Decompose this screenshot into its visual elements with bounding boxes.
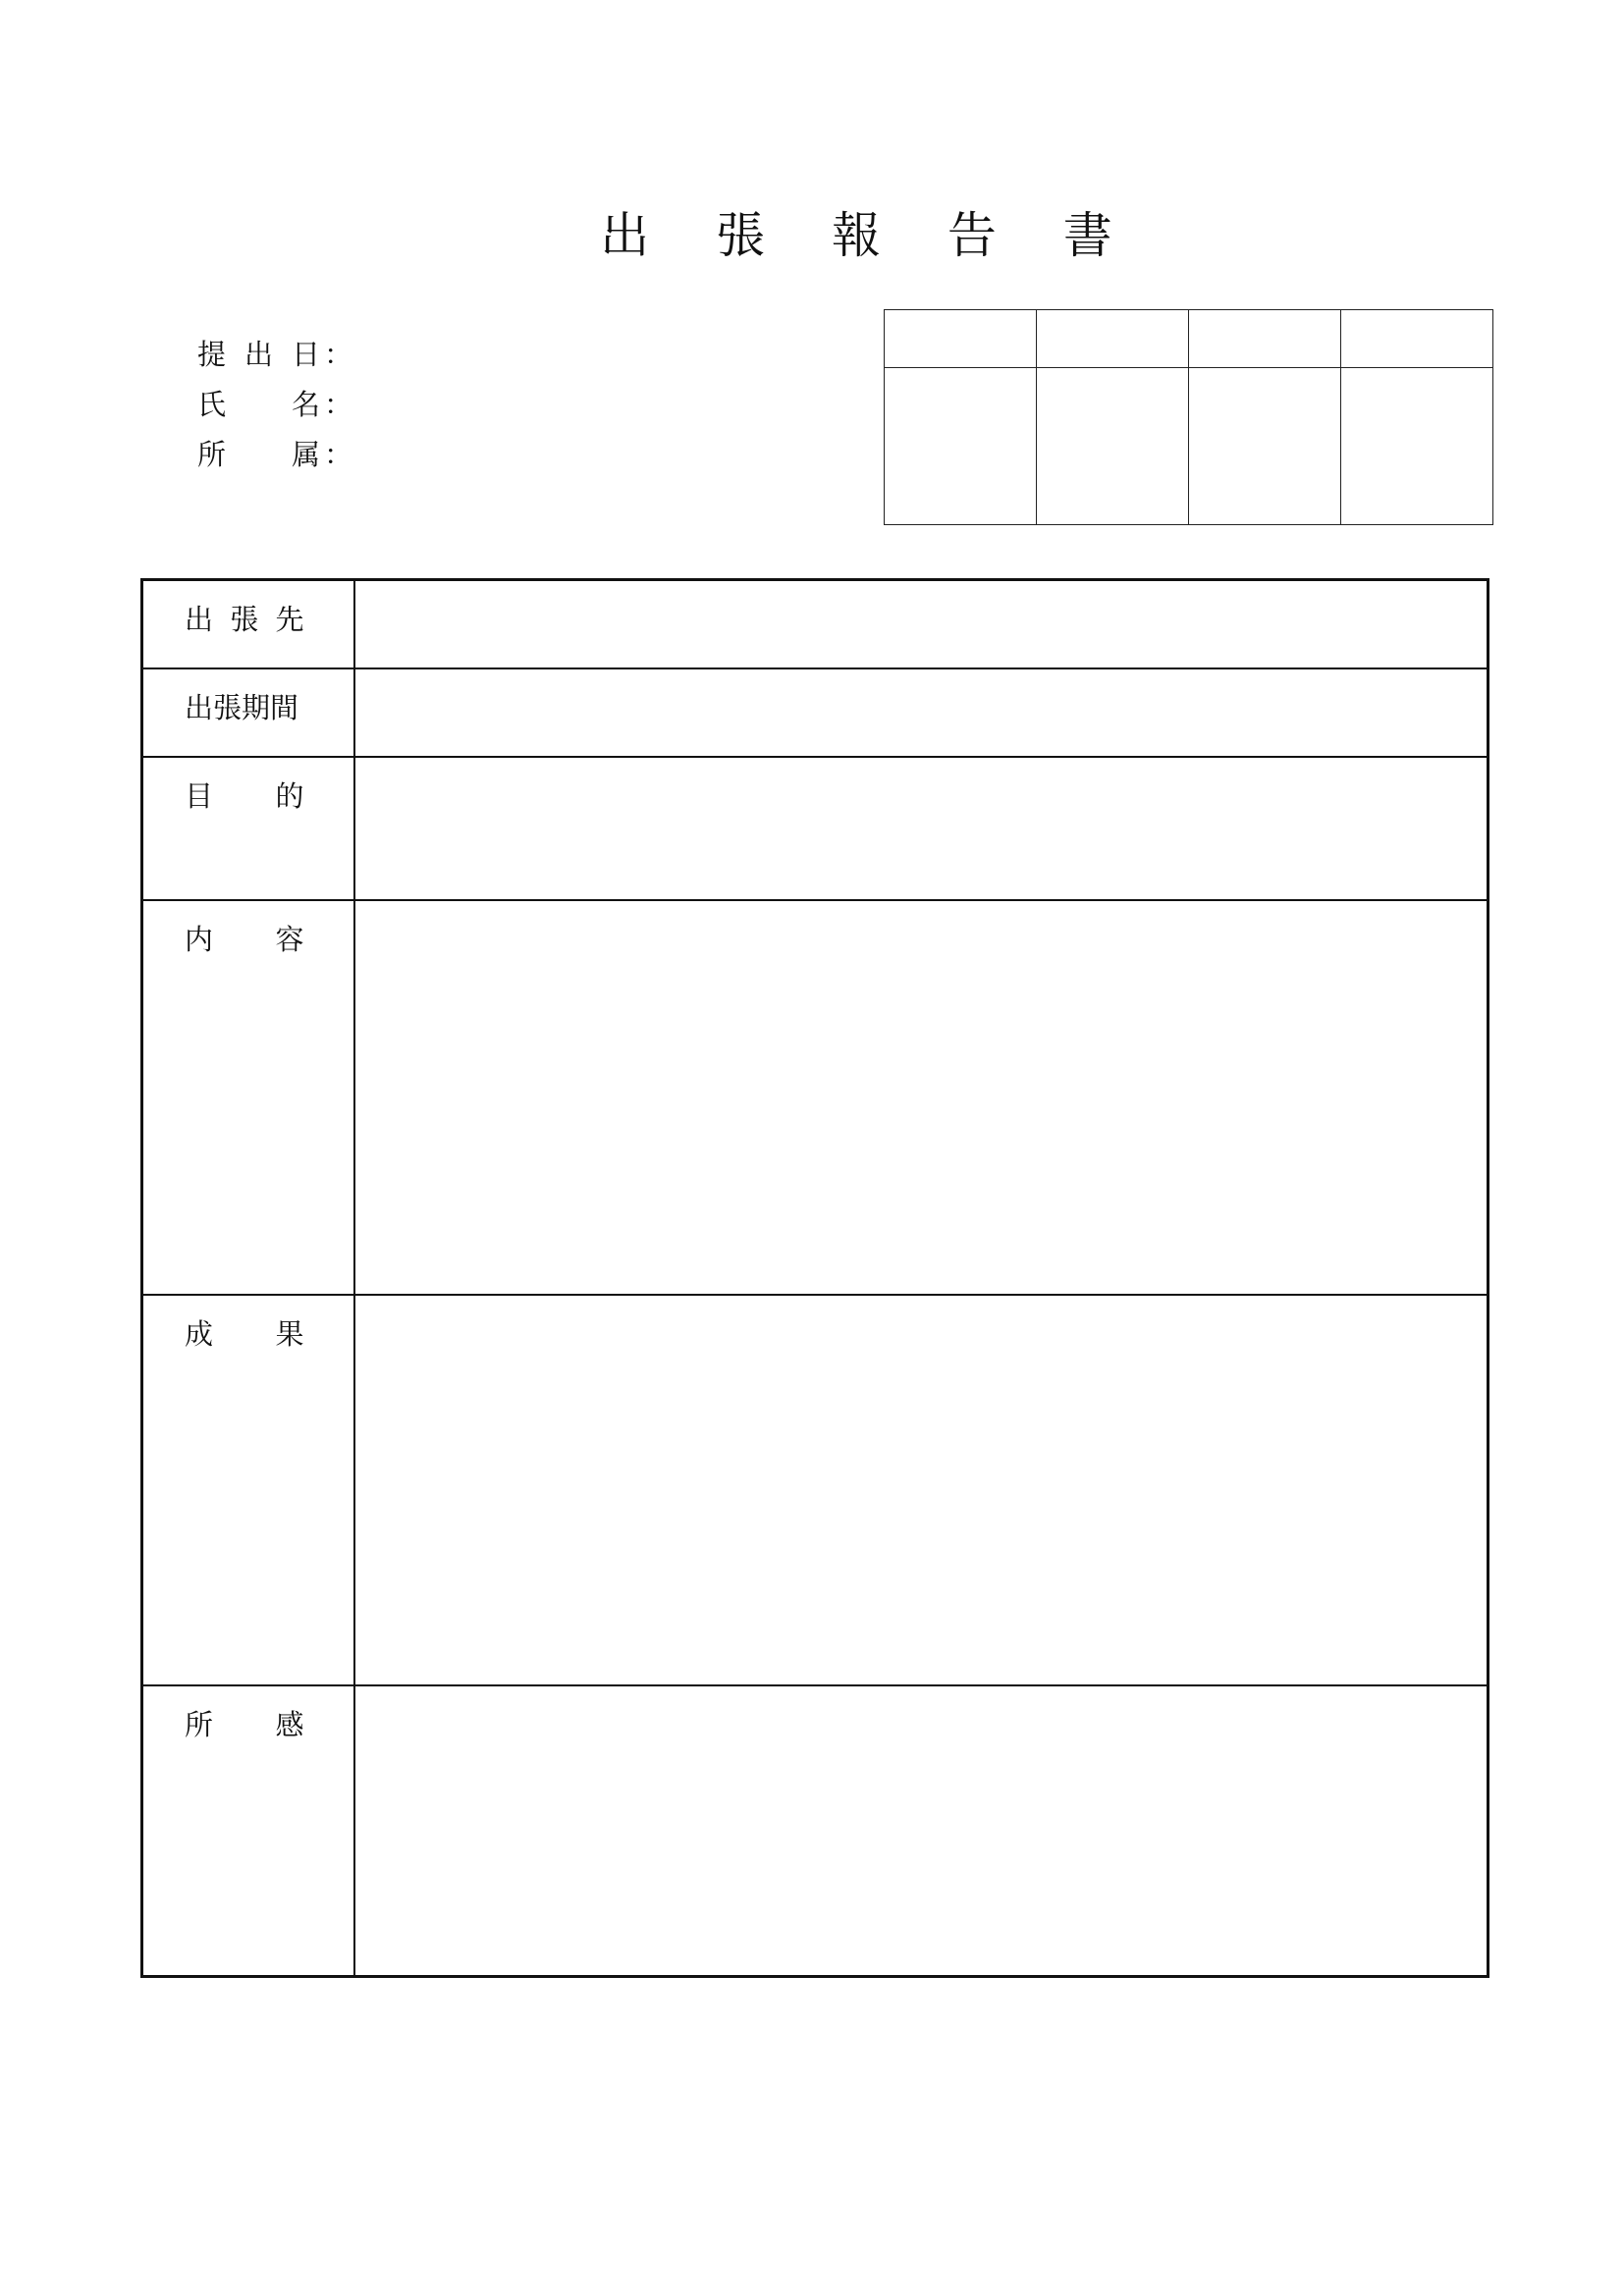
name-label: 氏名 — [197, 388, 320, 421]
stamp-header-cell-2[interactable] — [1037, 310, 1189, 368]
impression-label: 所感 — [185, 1708, 304, 1741]
content-label-cell — [142, 900, 354, 1295]
table-row — [142, 1295, 1489, 1685]
submission-date-colon: ： — [324, 338, 353, 371]
approval-stamp-grid — [884, 309, 1493, 525]
purpose-label-cell — [142, 757, 354, 900]
period-label: 出張期間 — [185, 691, 299, 724]
result-label: 成果 — [185, 1317, 304, 1351]
impression-value[interactable] — [354, 1685, 1489, 1977]
purpose-label: 目的 — [185, 779, 304, 813]
stamp-header-cell-3[interactable] — [1189, 310, 1341, 368]
name-colon: ： — [324, 388, 353, 421]
destination-value[interactable] — [354, 580, 1489, 669]
table-row — [142, 757, 1489, 900]
table-row — [142, 580, 1489, 669]
destination-label: 出張先 — [185, 603, 304, 636]
table-row — [142, 1685, 1489, 1977]
stamp-box-2[interactable] — [1037, 367, 1189, 524]
department-colon: ： — [324, 438, 353, 471]
name-field[interactable] — [197, 385, 352, 424]
department-label: 所属 — [197, 438, 320, 471]
result-value[interactable] — [354, 1295, 1489, 1685]
stamp-box-3[interactable] — [1189, 367, 1341, 524]
purpose-value[interactable] — [354, 757, 1489, 900]
period-label-cell — [142, 668, 354, 757]
period-value[interactable] — [354, 668, 1489, 757]
stamp-box-4[interactable] — [1341, 367, 1493, 524]
stamp-header-cell-4[interactable] — [1341, 310, 1493, 368]
submission-date-label: 提出日 — [197, 338, 320, 371]
impression-label-cell — [142, 1685, 354, 1977]
destination-label-cell — [142, 580, 354, 669]
table-row — [142, 900, 1489, 1295]
report-table — [140, 578, 1489, 1978]
table-row — [142, 668, 1489, 757]
department-field[interactable] — [197, 435, 352, 474]
stamp-box-1[interactable] — [885, 367, 1037, 524]
stamp-header-cell-1[interactable] — [885, 310, 1037, 368]
document-title: 出 張 報 告 書 — [600, 207, 1138, 264]
content-value[interactable] — [354, 900, 1489, 1295]
content-label: 内容 — [185, 923, 304, 956]
result-label-cell — [142, 1295, 354, 1685]
submission-date-field[interactable] — [197, 335, 352, 374]
